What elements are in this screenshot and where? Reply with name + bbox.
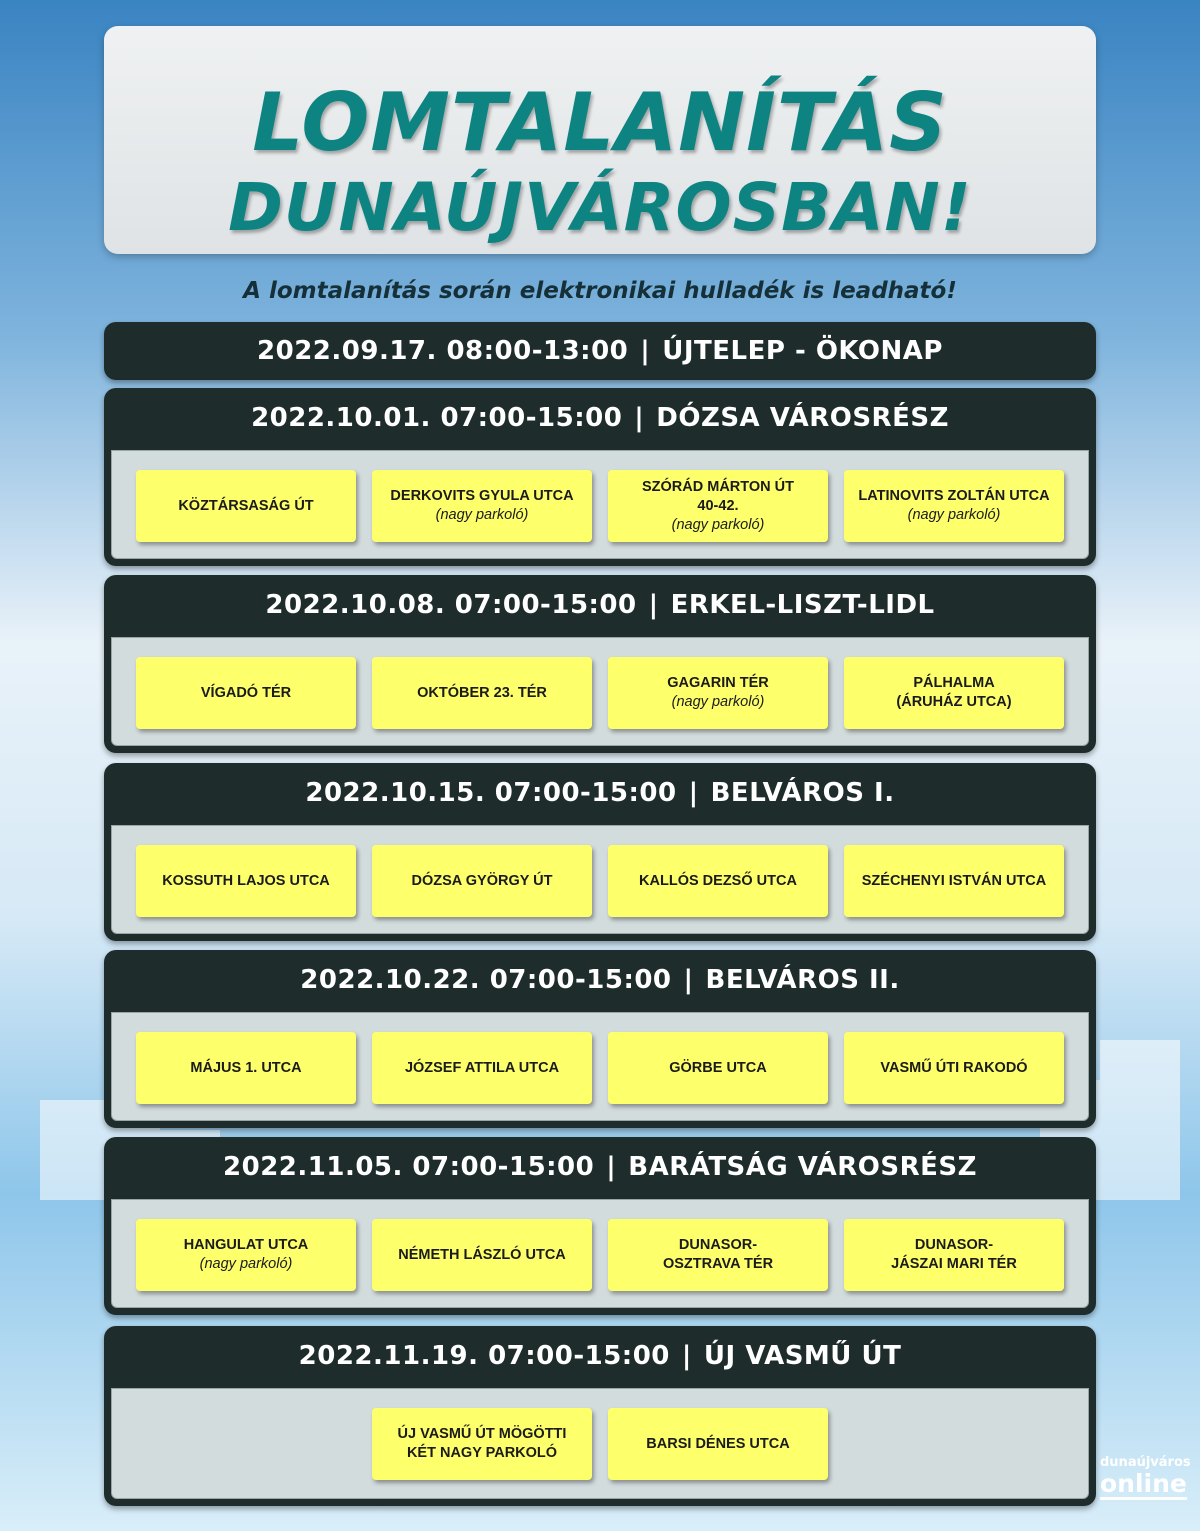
locations-panel [111,1199,1089,1308]
location-box [372,1408,592,1480]
location-name: HANGULAT UTCA [183,1237,309,1253]
location-name: MÁJUS 1. UTCA [190,1059,302,1076]
page-title-line-2: DUNAÚJVÁROSBAN! [228,169,972,246]
schedule-section [104,388,1096,566]
location-box [608,657,828,729]
section-separator: | [683,965,694,995]
schedule-section [104,1137,1096,1315]
section-area: ÚJ VASMŰ ÚT [703,1341,902,1371]
brand-logo [1100,1455,1191,1500]
section-separator: | [634,403,645,433]
locations-panel [111,1388,1089,1499]
location-name: KALLÓS DEZSŐ UTCA [639,872,797,889]
section-header [104,322,1096,380]
section-area: BELVÁROS I. [710,778,895,808]
location-name: VÍGADÓ TÉR [200,684,292,701]
location-name: SZÓRÁD MÁRTON ÚT 40-42. [642,478,794,514]
location-note: (nagy parkoló) [671,694,765,710]
section-separator: | [640,336,651,366]
schedule-section [104,950,1096,1128]
section-header [104,950,1096,1010]
location-note: (nagy parkoló) [435,507,529,523]
location-note: (nagy parkoló) [907,507,1001,523]
location-name: SZÉCHENYI ISTVÁN UTCA [861,872,1047,889]
location-box [608,1032,828,1104]
section-date: 2022.10.15. 07:00-15:00 [305,778,677,808]
location-name: OKTÓBER 23. TÉR [417,684,547,701]
section-date: 2022.10.01. 07:00-15:00 [251,403,623,433]
location-name: GAGARIN TÉR [667,675,769,691]
schedule-section [104,575,1096,753]
location-box [372,657,592,729]
section-separator: | [648,590,659,620]
section-date: 2022.09.17. 08:00-13:00 [257,336,629,366]
location-name: KOSSUTH LAJOS UTCA [162,872,330,889]
section-separator: | [681,1341,692,1371]
location-name: DERKOVITS GYULA UTCA [390,488,574,504]
section-header [104,575,1096,635]
location-box [608,845,828,917]
section-date: 2022.10.22. 07:00-15:00 [300,965,672,995]
location-box [844,470,1064,542]
section-header [104,763,1096,823]
location-box [372,470,592,542]
location-box [136,657,356,729]
location-name: LATINOVITS ZOLTÁN UTCA [858,488,1050,504]
section-separator: | [606,1152,617,1182]
location-name: DUNASOR- OSZTRAVA TÉR [662,1237,774,1272]
location-name: PÁLHALMA (ÁRUHÁZ UTCA) [896,675,1012,710]
location-box [608,1408,828,1480]
location-box [844,845,1064,917]
section-area: ERKEL-LISZT-LIDL [670,590,935,620]
logo-line-2: online [1100,1469,1187,1498]
location-box [136,845,356,917]
location-note: (nagy parkoló) [671,516,765,533]
location-box [844,657,1064,729]
location-box [136,1219,356,1291]
location-box [136,470,356,542]
section-header [104,1137,1096,1197]
section-area: BELVÁROS II. [705,965,900,995]
schedule-section [104,1326,1096,1506]
section-header [104,388,1096,448]
section-header [104,1326,1096,1386]
subtitle: A lomtalanítás során elektronikai hulladék is leadható! [243,278,957,304]
location-name: KÖZTÁRSASÁG ÚT [178,497,314,514]
section-date: 2022.11.05. 07:00-15:00 [223,1152,595,1182]
location-box [844,1219,1064,1291]
locations-panel [111,637,1089,746]
location-box [608,1219,828,1291]
location-name: DÓZSA GYÖRGY ÚT [411,872,553,889]
section-area: ÚJTELEP - ÖKONAP [662,336,943,366]
schedule-section [104,763,1096,941]
location-name: NÉMETH LÁSZLÓ UTCA [398,1246,566,1263]
location-note: (nagy parkoló) [199,1256,293,1272]
location-box [372,1219,592,1291]
logo-line-1: dunaújváros [1100,1455,1191,1470]
location-name: BARSI DÉNES UTCA [646,1435,790,1452]
section-area: DÓZSA VÁROSRÉSZ [656,403,949,433]
locations-panel [111,825,1089,934]
location-box [372,845,592,917]
location-name: VASMŰ ÚTI RAKODÓ [880,1059,1028,1076]
location-name: JÓZSEF ATTILA UTCA [404,1059,560,1076]
locations-panel [111,450,1089,559]
location-box [136,1032,356,1104]
section-area: BARÁTSÁG VÁROSRÉSZ [628,1152,977,1182]
schedule-section [104,322,1096,380]
location-name: GÖRBE UTCA [669,1059,767,1076]
location-name: ÚJ VASMŰ ÚT MÖGÖTTI KÉT NAGY PARKOLÓ [397,1426,567,1461]
locations-panel [111,1012,1089,1121]
title-banner [104,26,1096,254]
page-title-line-1: LOMTALANÍTÁS [252,76,948,169]
location-box [608,470,828,542]
section-separator: | [688,778,699,808]
location-box [372,1032,592,1104]
section-date: 2022.10.08. 07:00-15:00 [265,590,637,620]
location-name: DUNASOR- JÁSZAI MARI TÉR [891,1237,1017,1272]
section-date: 2022.11.19. 07:00-15:00 [298,1341,670,1371]
location-box [844,1032,1064,1104]
